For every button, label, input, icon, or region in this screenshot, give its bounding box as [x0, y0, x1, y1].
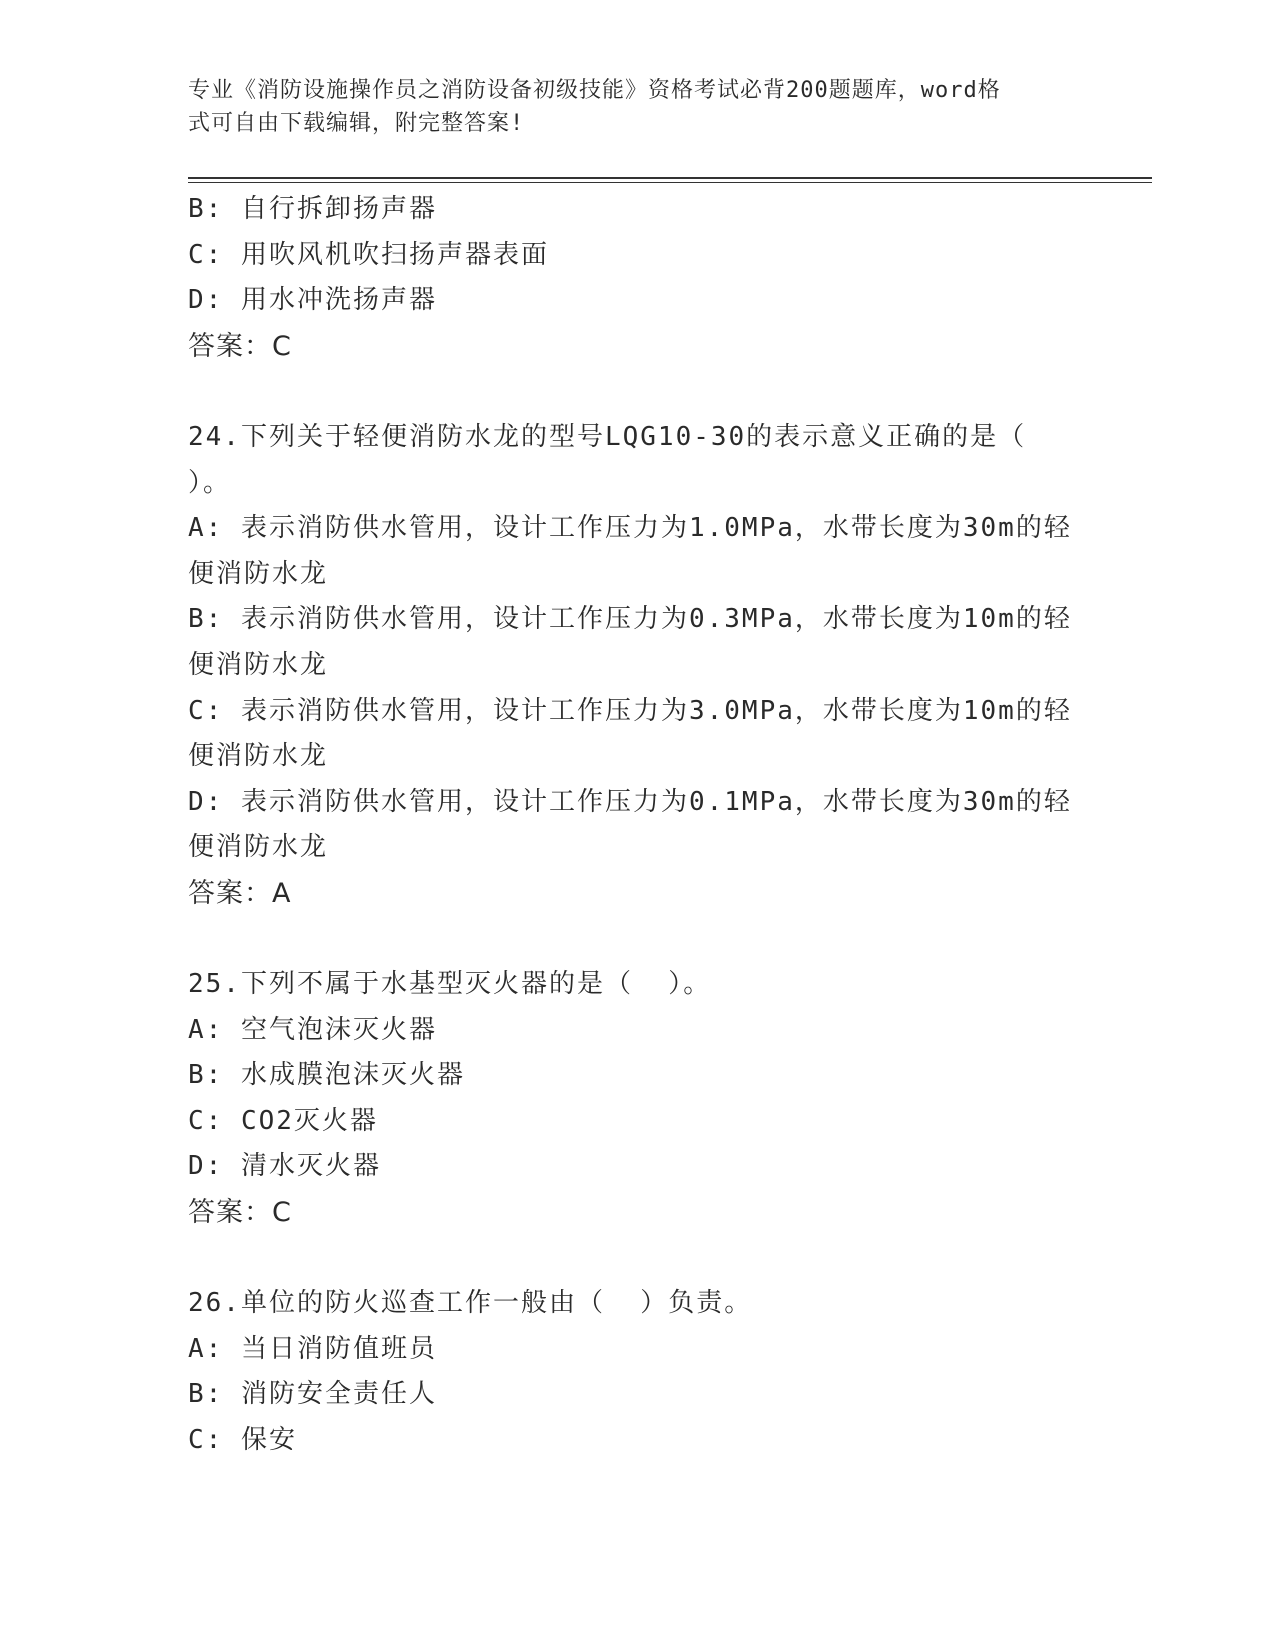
option-a: A: 表示消防供水管用，设计工作压力为1.0MPa，水带长度为30m的轻 [188, 513, 1072, 544]
option-d-continued: 便消防水龙 [188, 832, 329, 863]
option-b: B: 表示消防供水管用，设计工作压力为0.3MPa，水带长度为10m的轻 [188, 604, 1072, 635]
question-stem: 24.下列关于轻便消防水龙的型号LQG10-30的表示意义正确的是（ [188, 421, 1027, 452]
option-a-continued: 便消防水龙 [188, 558, 329, 589]
option-b-continued: 便消防水龙 [188, 649, 329, 680]
question-stem: 25.下列不属于水基型灭火器的是（ ）。 [188, 969, 712, 1000]
option-b: B: 水成膜泡沫灭火器 [188, 1060, 465, 1091]
header-divider-thin [188, 182, 1152, 183]
option-d: D: 表示消防供水管用，设计工作压力为0.1MPa，水带长度为30m的轻 [188, 786, 1072, 817]
option-c: C: 表示消防供水管用，设计工作压力为3.0MPa，水带长度为10m的轻 [188, 695, 1072, 726]
question-content [188, 187, 1088, 1464]
answer: 答案：C [188, 330, 292, 362]
option-c: C: 保安 [188, 1425, 297, 1456]
option-a: A: 当日消防值班员 [188, 1333, 437, 1364]
question-24 [188, 415, 1088, 917]
question-stem: 26.单位的防火巡查工作一般由（ ）负责。 [188, 1288, 753, 1319]
document-header [188, 74, 1078, 140]
header-line-2: 式可自由下载编辑，附完整答案! [188, 111, 525, 136]
option-c-continued: 便消防水龙 [188, 741, 329, 772]
option-d: D: 清水灭火器 [188, 1151, 381, 1182]
option-b: B: 消防安全责任人 [188, 1379, 437, 1410]
answer: 答案：A [188, 877, 292, 909]
option-b: B: 自行拆卸扬声器 [188, 194, 437, 224]
option-c: C: 用吹风机吹扫扬声器表面 [188, 239, 549, 270]
spacer [188, 1236, 1088, 1282]
option-c: C: CO2灭火器 [188, 1105, 378, 1136]
question-stem-continued: ）。 [188, 467, 232, 498]
option-d: D: 用水冲洗扬声器 [188, 285, 437, 316]
question-26 [188, 1281, 1088, 1463]
spacer [188, 917, 1088, 963]
question-25 [188, 962, 1088, 1236]
answer: 答案：C [188, 1197, 292, 1229]
spacer [188, 369, 1088, 415]
header-line-1: 专业《消防设施操作员之消防设备初级技能》资格考试必背200题题库，word格 [188, 78, 1001, 103]
option-a: A: 空气泡沫灭火器 [188, 1014, 437, 1045]
question-23 [188, 187, 1088, 369]
header-divider-thick [188, 177, 1152, 179]
